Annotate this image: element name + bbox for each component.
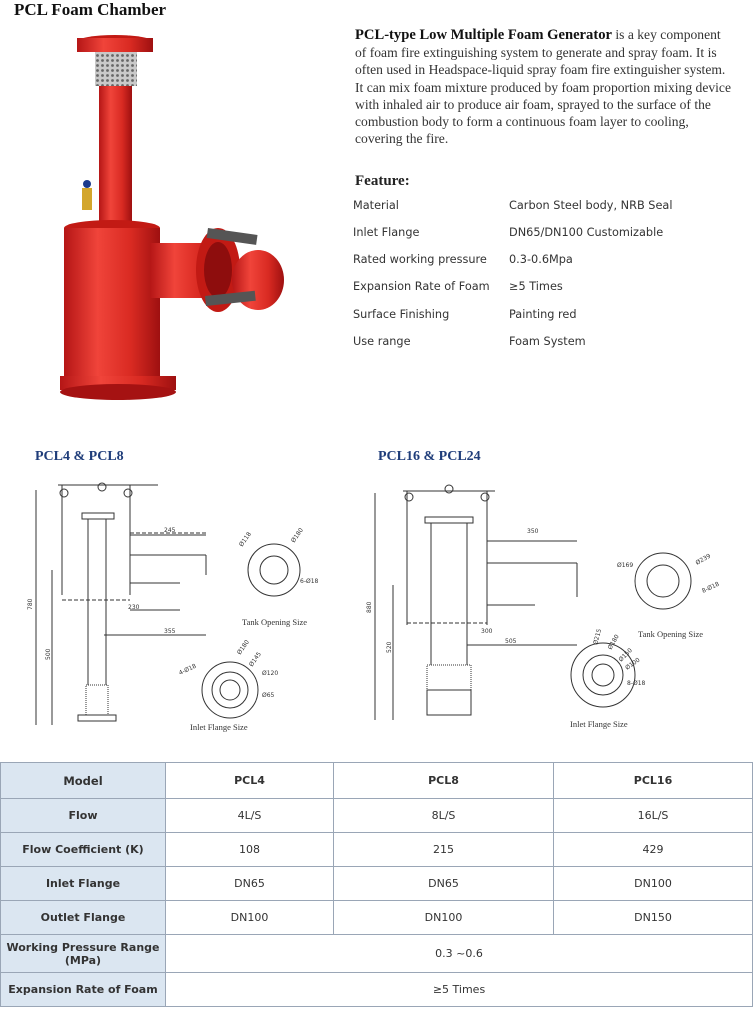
table-cell-merged: 0.3 ~0.6 bbox=[166, 935, 753, 973]
dim-label: 880 bbox=[366, 601, 373, 613]
flange-label: Ø100 bbox=[624, 656, 642, 672]
tank-label: Ø169 bbox=[617, 562, 634, 569]
page-title: PCL Foam Chamber bbox=[14, 0, 167, 19]
intro-lead: PCL-type Low Multiple Foam Generator bbox=[355, 27, 612, 43]
dim-label: 230 bbox=[128, 604, 140, 611]
table-row bbox=[1, 867, 753, 901]
feature-title: Feature: bbox=[355, 173, 410, 189]
tank-label: Ø118 bbox=[237, 530, 253, 549]
table-row bbox=[1, 935, 753, 973]
row-label: Outlet Flange bbox=[1, 901, 166, 935]
table-cell: DN100 bbox=[166, 901, 334, 935]
dim-label: 300 bbox=[481, 628, 493, 635]
intro-body: is a key component of foam fire extinguishing system to generate and spray foam. It is often used in Headspace-liquid spray foam fire extinguisher system. It can mix foam mixture produced by foam proportion mixing device with inhaled air to produce air foam, sprayed to the surface of the combustion body to form a continuous foam layer to cooling, covering the fire. bbox=[355, 27, 731, 147]
feature-key: Expansion Rate of Foam bbox=[353, 280, 490, 293]
table-cell: DN100 bbox=[334, 901, 554, 935]
feature-value: 0.3-0.6Mpa bbox=[509, 253, 573, 266]
drawing-title-right: PCL16 & PCL24 bbox=[378, 449, 481, 464]
drawing-title-left: PCL4 & PCL8 bbox=[35, 449, 124, 464]
table-cell-merged: ≥5 Times bbox=[166, 973, 753, 1007]
feature-key: Use range bbox=[353, 335, 411, 348]
feature-key: Inlet Flange bbox=[353, 226, 420, 239]
table-cell: DN150 bbox=[554, 901, 753, 935]
table-cell: DN65 bbox=[334, 867, 554, 901]
feature-value: Painting red bbox=[509, 308, 577, 321]
table-header-cell: Model bbox=[1, 763, 166, 799]
row-label: Expansion Rate of Foam bbox=[1, 973, 166, 1007]
table-cell: 4L/S bbox=[166, 799, 334, 833]
dim-label: 500 bbox=[45, 648, 52, 660]
dim-label: 350 bbox=[527, 528, 539, 535]
dim-label: 780 bbox=[27, 598, 34, 610]
table-cell: 8L/S bbox=[334, 799, 554, 833]
flange-label: Ø150 bbox=[617, 647, 634, 664]
row-label: Working Pressure Range (MPa) bbox=[1, 935, 166, 973]
table-cell: 16L/S bbox=[554, 799, 753, 833]
intro-paragraph bbox=[355, 26, 735, 147]
flange-label: Ø180 bbox=[235, 638, 251, 657]
flange-label: Ø180 bbox=[606, 633, 621, 651]
feature-value: Foam System bbox=[509, 335, 586, 348]
row-label: Inlet Flange bbox=[1, 867, 166, 901]
feature-value: Carbon Steel body, NRB Seal bbox=[509, 199, 673, 212]
tank-label: 6-Ø18 bbox=[300, 578, 319, 585]
tank-caption: Tank Opening Size bbox=[638, 629, 704, 639]
tank-label: 8-Ø18 bbox=[700, 580, 721, 595]
feature-key: Rated working pressure bbox=[353, 253, 487, 266]
flange-label: Ø215 bbox=[592, 628, 604, 646]
dim-label: 505 bbox=[505, 638, 517, 645]
flange-label: 8-Ø18 bbox=[627, 680, 646, 687]
table-cell: 215 bbox=[334, 833, 554, 867]
dim-label: 520 bbox=[386, 641, 393, 653]
table-row bbox=[1, 901, 753, 935]
row-label: Flow bbox=[1, 799, 166, 833]
dim-label: 355 bbox=[164, 628, 176, 635]
dim-label: 245 bbox=[164, 527, 176, 534]
product-photo bbox=[40, 28, 300, 418]
table-cell: DN65 bbox=[166, 867, 334, 901]
table-header-cell: PCL16 bbox=[554, 763, 753, 799]
flange-label: Ø120 bbox=[262, 670, 279, 677]
tank-label: Ø180 bbox=[289, 526, 305, 545]
table-cell: 108 bbox=[166, 833, 334, 867]
table-header-cell: PCL8 bbox=[334, 763, 554, 799]
table-row bbox=[1, 799, 753, 833]
feature-key: Material bbox=[353, 199, 399, 212]
flange-label: Ø145 bbox=[247, 650, 263, 669]
flange-caption: Inlet Flange Size bbox=[190, 722, 248, 732]
spec-table bbox=[0, 762, 753, 1007]
table-header-cell: PCL4 bbox=[166, 763, 334, 799]
row-label: Flow Coefficient (K) bbox=[1, 833, 166, 867]
feature-value: ≥5 Times bbox=[509, 280, 563, 293]
tank-label: Ø239 bbox=[694, 552, 713, 567]
table-cell: DN100 bbox=[554, 867, 753, 901]
table-row bbox=[1, 833, 753, 867]
feature-value: DN65/DN100 Customizable bbox=[509, 226, 664, 239]
feature-key: Surface Finishing bbox=[353, 308, 450, 321]
technical-drawing-left bbox=[27, 475, 340, 740]
flange-label: 4-Ø18 bbox=[177, 662, 198, 677]
table-header-row bbox=[1, 763, 753, 799]
table-row bbox=[1, 973, 753, 1007]
table-cell: 429 bbox=[554, 833, 753, 867]
technical-drawing-right bbox=[365, 475, 750, 735]
flange-caption: Inlet Flange Size bbox=[570, 719, 628, 729]
flange-label: Ø65 bbox=[262, 692, 275, 699]
tank-caption: Tank Opening Size bbox=[242, 617, 308, 627]
